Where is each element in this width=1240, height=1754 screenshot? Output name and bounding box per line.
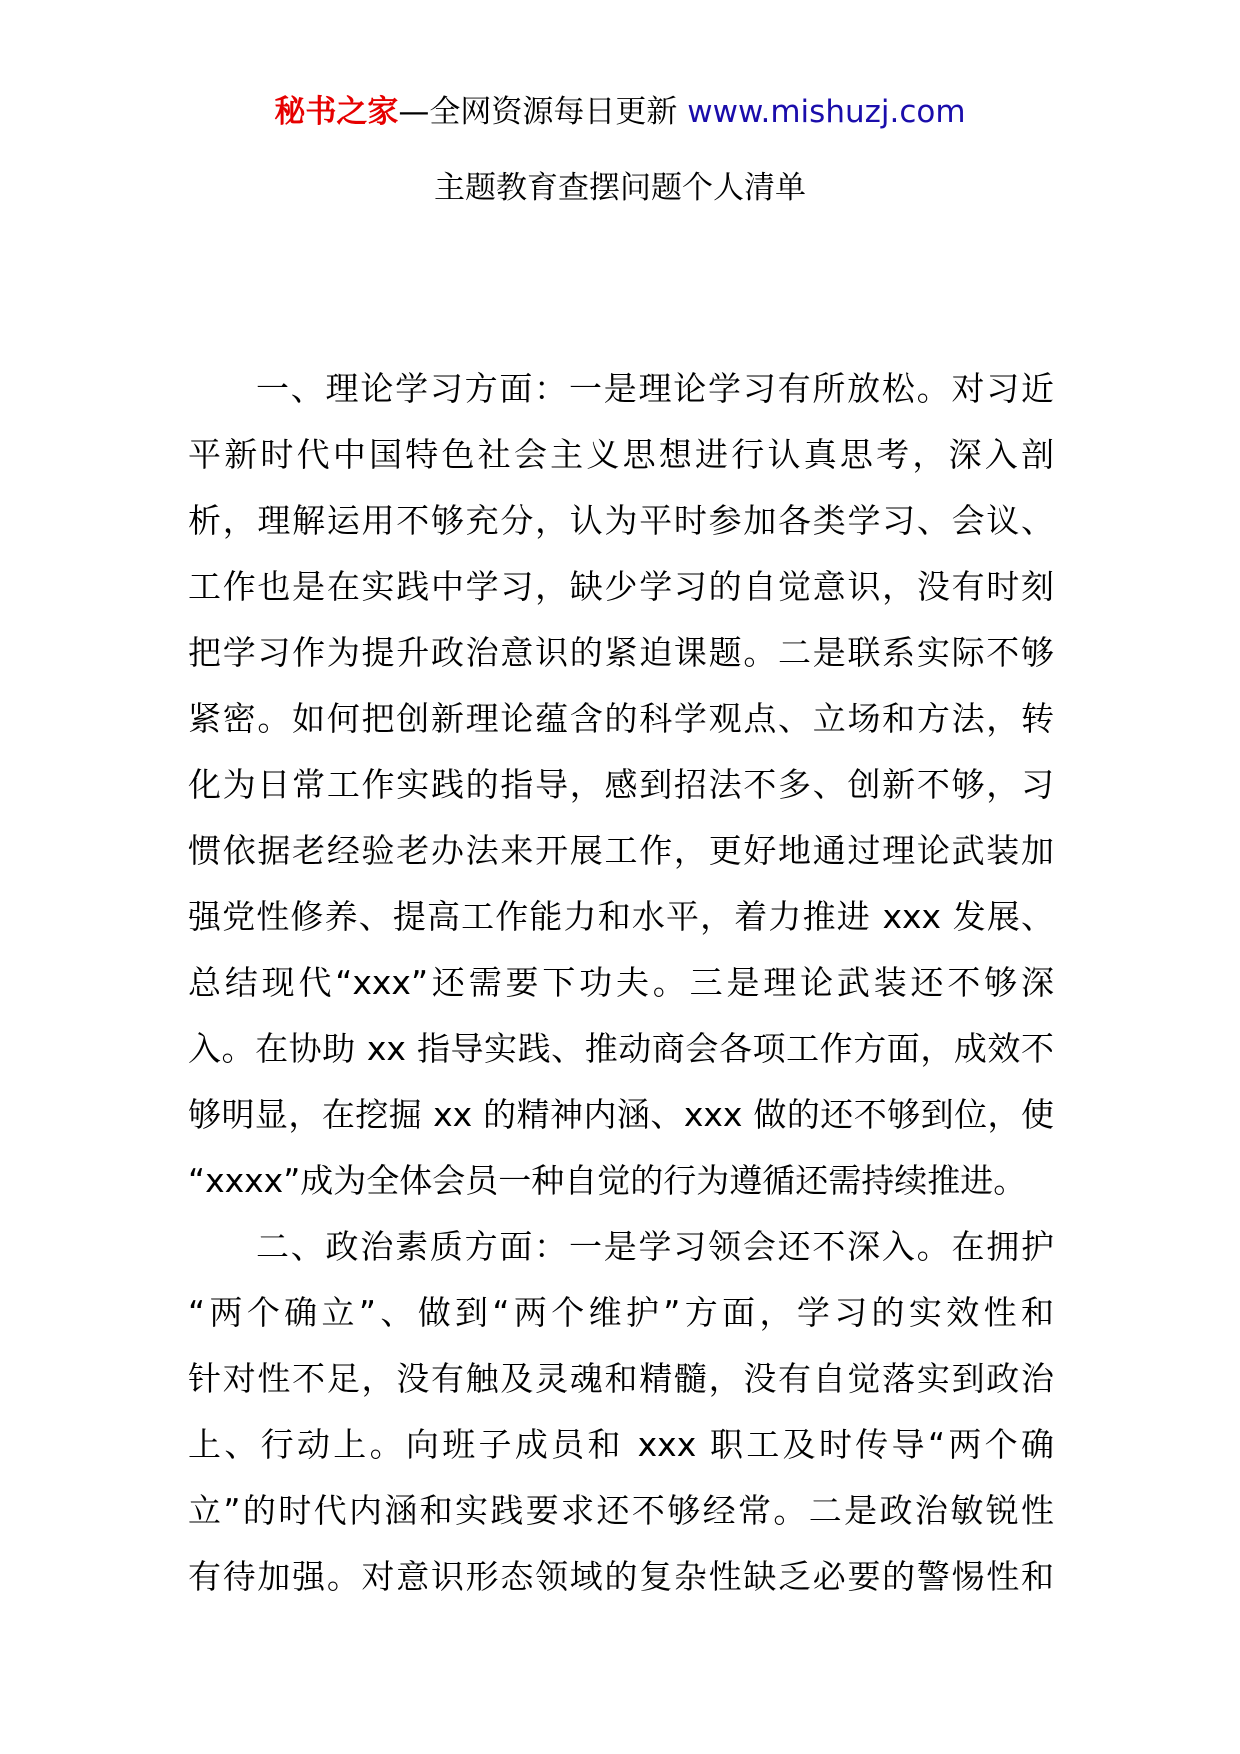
paragraph-1-line-1: 一、理论学习方面：一是理论学习有所放松。对习近 [256, 369, 1054, 408]
paragraph-1-line-2: 平新时代中国特色社会主义思想进行认真思考，深入剖 [188, 435, 1054, 474]
paragraph-1-line-8: 惯依据老经验老办法来开展工作，更好地通过理论武装加 [188, 831, 1054, 870]
paragraph-2-line-6: 有待加强。对意识形态领域的复杂性缺乏必要的警惕性和 [188, 1557, 1054, 1596]
paragraph-1-line-10: 总结现代“xxx”还需要下功夫。三是理论武装还不够深 [188, 963, 1054, 1002]
paragraph-1-line-12: 够明显，在挖掘 xx 的精神内涵、xxx 做的还不够到位，使 [188, 1095, 1054, 1134]
paragraph-1-line-9: 强党性修养、提高工作能力和水平，着力推进 xxx 发展、 [188, 897, 1054, 936]
site-url-link[interactable]: www.mishuzj.com [687, 94, 966, 130]
paragraph-1-line-5: 把学习作为提升政治意识的紧迫课题。二是联系实际不够 [188, 633, 1054, 672]
paragraph-1-line-6: 紧密。如何把创新理论蕴含的科学观点、立场和方法，转 [188, 699, 1054, 738]
paragraph-1-line-13: “xxxx”成为全体会员一种自觉的行为遵循还需持续推进。 [188, 1161, 1027, 1200]
site-slogan: —全网资源每日更新 [398, 94, 688, 130]
paragraph-2-line-5: 立”的时代内涵和实践要求还不够经常。二是政治敏锐性 [188, 1491, 1054, 1530]
paragraph-1-line-4: 工作也是在实践中学习，缺少学习的自觉意识，没有时刻 [188, 567, 1054, 606]
site-brand: 秘书之家 [274, 94, 399, 130]
paragraph-1-line-11: 入。在协助 xx 指导实践、推动商会各项工作方面，成效不 [188, 1029, 1054, 1068]
document-body [188, 356, 1054, 1610]
paragraph-2-line-1: 二、政治素质方面：一是学习领会还不深入。在拥护 [256, 1227, 1054, 1266]
paragraph-2-line-2: “两个确立”、做到“两个维护”方面，学习的实效性和 [188, 1293, 1054, 1332]
site-banner [0, 92, 1240, 132]
paragraph-2-line-3: 针对性不足，没有触及灵魂和精髓，没有自觉落实到政治 [188, 1359, 1054, 1398]
paragraph-1-line-3: 析，理解运用不够充分，认为平时参加各类学习、会议、 [188, 501, 1054, 540]
document-title: 主题教育查摆问题个人清单 [434, 170, 806, 206]
paragraph-2-line-4: 上、行动上。向班子成员和 xxx 职工及时传导“两个确 [188, 1425, 1054, 1464]
paragraph-1-line-7: 化为日常工作实践的指导，感到招法不多、创新不够，习 [188, 765, 1054, 804]
